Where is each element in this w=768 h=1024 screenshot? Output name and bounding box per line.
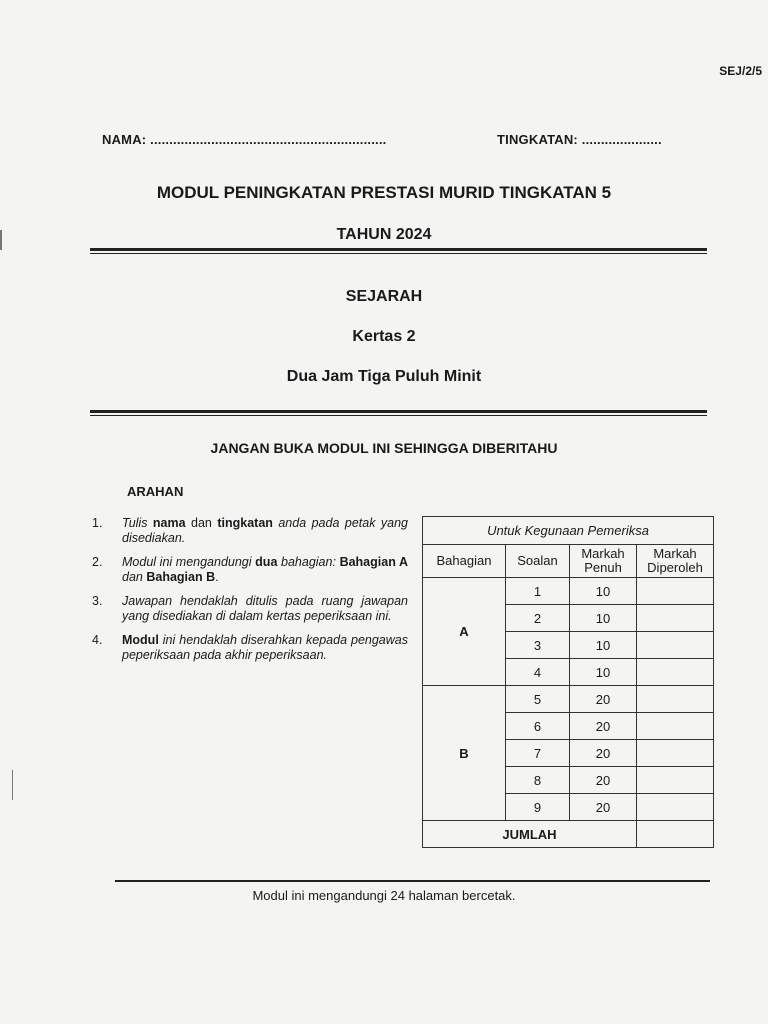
obtained-marks-cell[interactable] <box>637 632 714 659</box>
obtained-marks-cell[interactable] <box>637 659 714 686</box>
question-number: 5 <box>506 686 570 713</box>
warning-notice: JANGAN BUKA MODUL INI SEHINGGA DIBERITAHU <box>210 440 558 456</box>
instruction-number: 3. <box>92 594 103 608</box>
full-marks: 10 <box>570 632 637 659</box>
full-marks: 20 <box>570 794 637 821</box>
document-title: MODUL PENINGKATAN PRESTASI MURID TINGKATAN 5 <box>156 183 612 202</box>
obtained-marks-cell[interactable] <box>637 578 714 605</box>
instruction-item <box>92 555 408 585</box>
obtained-marks-cell[interactable] <box>637 713 714 740</box>
full-marks: 10 <box>570 605 637 632</box>
question-number: 7 <box>506 740 570 767</box>
name-field[interactable]: NAMA: .............................................................. <box>102 132 387 147</box>
table-row <box>423 578 714 605</box>
question-number: 3 <box>506 632 570 659</box>
footer-divider <box>115 880 710 882</box>
question-number: 1 <box>506 578 570 605</box>
question-number: 8 <box>506 767 570 794</box>
form-level-field[interactable]: TINGKATAN: ..................... <box>497 132 662 147</box>
total-row <box>423 821 714 848</box>
instructions-heading: ARAHAN <box>127 484 184 499</box>
instruction-number: 4. <box>92 633 103 647</box>
instruction-item <box>92 594 408 624</box>
full-marks: 20 <box>570 767 637 794</box>
table-row <box>423 686 714 713</box>
full-marks: 10 <box>570 578 637 605</box>
question-number: 9 <box>506 794 570 821</box>
examiner-marks-table <box>422 516 714 848</box>
paper-duration: Dua Jam Tiga Puluh Minit <box>286 368 482 385</box>
header-markah-diperoleh: Markah Diperoleh <box>637 545 714 578</box>
instruction-item <box>92 633 408 663</box>
question-number: 4 <box>506 659 570 686</box>
instruction-number: 2. <box>92 555 103 569</box>
instruction-text: Tulis nama dan tingkatan anda pada petak yang disediakan. <box>122 516 408 545</box>
section-a-label: A <box>423 578 506 686</box>
section-b-label: B <box>423 686 506 821</box>
full-marks: 10 <box>570 659 637 686</box>
header-bahagian: Bahagian <box>423 545 506 578</box>
total-marks-cell[interactable] <box>637 821 714 848</box>
full-marks: 20 <box>570 713 637 740</box>
obtained-marks-cell[interactable] <box>637 605 714 632</box>
divider-bottom <box>90 410 707 416</box>
obtained-marks-cell[interactable] <box>637 686 714 713</box>
paper-number: Kertas 2 <box>352 328 416 345</box>
header-soalan: Soalan <box>506 545 570 578</box>
question-number: 2 <box>506 605 570 632</box>
question-number: 6 <box>506 713 570 740</box>
instruction-text: Modul ini mengandungi dua bahagian: Bahagian A dan Bahagian B. <box>122 555 409 584</box>
total-label: JUMLAH <box>423 821 637 848</box>
document-year: TAHUN 2024 <box>336 226 432 243</box>
page-count-note: Modul ini mengandungi 24 halaman bercetak. <box>252 888 516 903</box>
instruction-number: 1. <box>92 516 103 530</box>
paper-code: SEJ/2/5 <box>719 64 762 78</box>
header-markah-penuh: Markah Penuh <box>570 545 637 578</box>
divider-top <box>90 248 707 254</box>
obtained-marks-cell[interactable] <box>637 740 714 767</box>
instruction-item <box>92 516 408 546</box>
table-caption: Untuk Kegunaan Pemeriksa <box>423 517 714 545</box>
scan-artifact <box>12 770 13 800</box>
full-marks: 20 <box>570 686 637 713</box>
instructions-list <box>92 516 408 672</box>
obtained-marks-cell[interactable] <box>637 767 714 794</box>
full-marks: 20 <box>570 740 637 767</box>
subject-title: SEJARAH <box>345 288 423 305</box>
obtained-marks-cell[interactable] <box>637 794 714 821</box>
instruction-text: Modul ini hendaklah diserahkan kepada pengawas peperiksaan pada akhir peperiksaan. <box>122 633 408 662</box>
instruction-text: Jawapan hendaklah ditulis pada ruang jawapan yang disediakan di dalam kertas peperiksaan ini. <box>122 594 408 623</box>
scan-artifact <box>0 230 2 250</box>
